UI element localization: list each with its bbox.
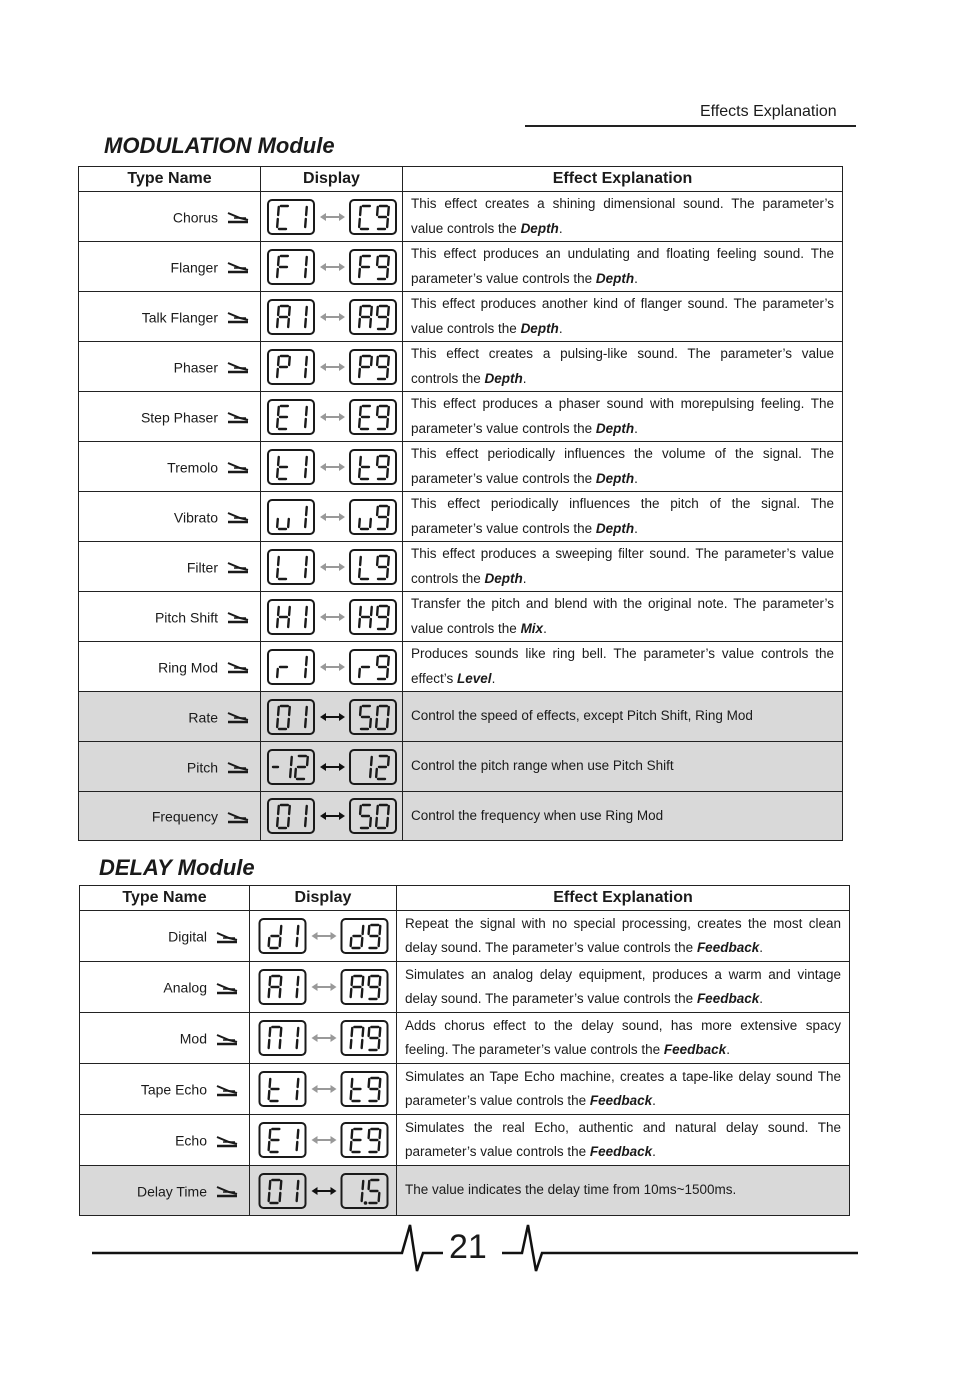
explanation-text: This effect produces a sweeping filter sound. The parameter’s value controls the [411,546,834,586]
explanation-cell [403,642,843,692]
display-cell [261,392,403,442]
display-cell [261,442,403,492]
explanation-cell [403,542,843,592]
type-name: Delay Time [136,1183,207,1200]
table-row [79,692,843,742]
table-row [80,1166,850,1216]
column-header-type-name: Type Name [79,167,261,192]
explanation-text: Control the speed of effects, except Pitch Shift, Ring Mod [411,708,753,724]
knob-icon [226,210,250,224]
type-name-cell [80,1115,250,1166]
table-row [80,1013,850,1064]
type-name-cell [80,962,250,1013]
display-cell [261,242,403,292]
explanation-text: Produces sounds like ring bell. The parameter’s value controls the effect’s [411,646,834,686]
type-name: Filter [186,559,218,576]
column-header-display: Display [250,886,397,911]
type-name: Step Phaser [140,409,218,426]
explanation-tail: . [652,1144,656,1159]
column-header-effect-explanation: Effect Explanation [397,886,850,911]
type-name: Chorus [172,209,218,226]
table-row [80,911,850,962]
parameter-name: Depth [595,270,635,286]
explanation-cell [403,392,843,442]
knob-icon [226,260,250,274]
explanation-cell [403,442,843,492]
explanation-tail: . [634,270,638,286]
table-row [79,592,843,642]
segment-display [261,548,403,586]
explanation-text: This effect periodically influences the volume of the signal. The parameter’s value controls the [411,446,834,486]
explanation-text: This effect produces an undulating and floating feeling sound. The parameter’s value controls the [411,246,834,286]
explanation-cell [403,342,843,392]
segment-display [250,917,397,955]
table-row [79,742,843,792]
column-header-effect-explanation: Effect Explanation [403,167,843,192]
table-row [79,642,843,692]
type-name: Mod [179,1030,207,1047]
type-name: Analog [163,979,207,996]
display-cell [250,1013,397,1064]
explanation-cell [403,292,843,342]
knob-icon [226,410,250,424]
modulation-title: MODULATION Module [104,133,335,158]
type-name-cell [79,642,261,692]
segment-display [261,248,403,286]
explanation-cell [403,492,843,542]
knob-icon [226,510,250,524]
type-name-cell [79,242,261,292]
explanation-tail: . [726,1042,730,1057]
knob-icon [226,310,250,324]
table-row [79,542,843,592]
segment-display [261,648,403,686]
table-row [79,392,843,442]
table-row [79,442,843,492]
type-name-cell [79,192,261,242]
type-name-cell [79,292,261,342]
table-row [79,342,843,392]
segment-display [250,1019,397,1057]
display-cell [250,1064,397,1115]
explanation-text: This effect creates a shining dimensional sound. The parameter’s value controls the [411,196,834,236]
parameter-name: Feedback [589,1093,653,1108]
knob-icon [226,610,250,624]
parameter-name: Depth [520,220,559,236]
display-cell [261,792,403,841]
table-row [79,492,843,542]
type-name: Talk Flanger [141,309,218,326]
table-row [80,1064,850,1115]
type-name-cell [79,542,261,592]
type-name-cell [79,442,261,492]
knob-icon [215,981,239,995]
type-name-cell [80,1166,250,1216]
display-cell [261,742,403,792]
table-row [79,292,843,342]
explanation-cell [403,742,843,792]
type-name: Rate [188,709,218,726]
knob-icon [215,1134,239,1148]
knob-icon [215,930,239,944]
explanation-cell [403,792,843,841]
knob-icon [226,810,250,824]
segment-display [261,698,403,736]
type-name: Tape Echo [140,1081,207,1098]
type-name: Pitch [186,759,218,776]
segment-display [261,748,403,786]
type-name-cell [79,742,261,792]
explanation-text: Repeat the signal with no special processing, creates the most clean delay sound. The parameter’s value controls the [405,915,841,955]
type-name: Echo [175,1132,207,1149]
explanation-cell [403,692,843,742]
column-header-type-name: Type Name [80,886,250,911]
type-name-cell [80,911,250,962]
type-name: Digital [168,928,207,945]
table-row [80,962,850,1013]
modulation-table [78,166,843,841]
parameter-name: Depth [520,320,559,336]
explanation-cell [397,1115,850,1166]
parameter-name: Depth [484,370,523,386]
type-name-cell [79,692,261,742]
table-row [79,242,843,292]
knob-icon [215,1184,239,1198]
column-header-display: Display [261,167,403,192]
knob-icon [226,760,250,774]
type-name-cell [79,592,261,642]
explanation-tail: . [558,220,563,236]
parameter-name: Depth [595,420,635,436]
explanation-cell [397,911,850,962]
display-cell [250,1166,397,1216]
parameter-name: Feedback [696,991,760,1006]
type-name: Tremolo [167,459,218,476]
display-cell [250,962,397,1013]
explanation-cell [397,962,850,1013]
segment-display [250,968,397,1006]
page-number: 21 [449,1228,487,1266]
table-row [79,192,843,242]
display-cell [250,911,397,962]
parameter-name: Feedback [663,1042,727,1057]
knob-icon [226,360,250,374]
segment-display [261,598,403,636]
segment-display [261,448,403,486]
explanation-text: Simulates an analog delay equipment, produces a warm and vintage delay sound. The parameter’s value controls the [405,966,841,1006]
delay-table [79,885,850,1216]
table-row [80,1115,850,1166]
explanation-cell [397,1013,850,1064]
explanation-tail: . [558,320,563,336]
parameter-name: Level [457,670,492,686]
explanation-text: Transfer the pitch and blend with the original note. The parameter’s value controls the [411,596,834,636]
segment-display [250,1070,397,1108]
parameter-name: Mix [520,620,544,636]
explanation-text: Simulates the real Echo, authentic and natural delay sound. The parameter’s value controls the [405,1119,841,1159]
type-name-cell [79,492,261,542]
segment-display [261,797,403,835]
knob-icon [226,460,250,474]
explanation-tail: . [634,420,638,436]
explanation-cell [397,1166,850,1216]
explanation-tail: . [522,370,527,386]
display-cell [261,492,403,542]
display-cell [250,1115,397,1166]
type-name-cell [79,392,261,442]
parameter-name: Feedback [696,940,760,955]
explanation-cell [403,592,843,642]
explanation-tail: . [634,520,638,536]
type-name: Flanger [170,259,218,276]
explanation-tail: . [522,570,527,586]
section-header-label: Effects Explanation [700,103,837,120]
display-cell [261,192,403,242]
explanation-text: This effect creates a pulsing-like sound. The parameter’s value controls the [411,346,834,386]
explanation-cell [403,242,843,292]
knob-icon [215,1032,239,1046]
display-cell [261,342,403,392]
explanation-tail: . [759,991,763,1006]
parameter-name: Depth [595,470,635,486]
parameter-name: Feedback [589,1144,653,1159]
header-rule [525,125,856,127]
segment-display [261,398,403,436]
explanation-tail: . [652,1093,656,1108]
explanation-tail: . [759,940,763,955]
type-name-cell [79,342,261,392]
type-name-cell [80,1064,250,1115]
table-row [79,792,843,841]
type-name-cell [79,792,261,841]
type-name: Vibrato [173,509,218,526]
segment-display [261,498,403,536]
knob-icon [226,660,250,674]
type-name: Ring Mod [158,659,218,676]
explanation-text: Simulates an Tape Echo machine, creates a tape-like delay sound The parameter’s value controls the [405,1068,841,1108]
segment-display [261,348,403,386]
segment-display [250,1121,397,1159]
explanation-text: Control the frequency when use Ring Mod [411,807,664,823]
delay-title: DELAY Module [99,855,255,880]
segment-display [250,1172,397,1210]
display-cell [261,542,403,592]
segment-display [261,298,403,336]
parameter-name: Depth [595,520,635,536]
display-cell [261,592,403,642]
explanation-cell [397,1064,850,1115]
explanation-tail: . [634,470,638,486]
display-cell [261,692,403,742]
knob-icon [226,710,250,724]
explanation-cell [403,192,843,242]
display-cell [261,292,403,342]
explanation-text: This effect periodically influences the pitch of the signal. The parameter’s value controls the [411,496,834,536]
segment-display [261,198,403,236]
explanation-tail: . [491,670,496,686]
knob-icon [226,560,250,574]
knob-icon [215,1083,239,1097]
type-name: Phaser [173,359,218,376]
parameter-name: Depth [484,570,523,586]
explanation-text: Control the pitch range when use Pitch Shift [411,758,674,774]
explanation-text: This effect produces another kind of flanger sound. The parameter’s value controls the [411,296,834,336]
explanation-text: Adds chorus effect to the delay sound, has more extensive spacy feeling. The parameter’s value controls the [405,1017,841,1057]
explanation-text: The value indicates the delay time from 10ms~1500ms. [405,1182,737,1198]
explanation-text: This effect produces a phaser sound with morepulsing feeling. The parameter’s value controls the [411,396,834,436]
display-cell [261,642,403,692]
type-name: Pitch Shift [154,609,218,626]
type-name: Frequency [151,808,218,825]
explanation-tail: . [543,620,547,636]
type-name-cell [80,1013,250,1064]
